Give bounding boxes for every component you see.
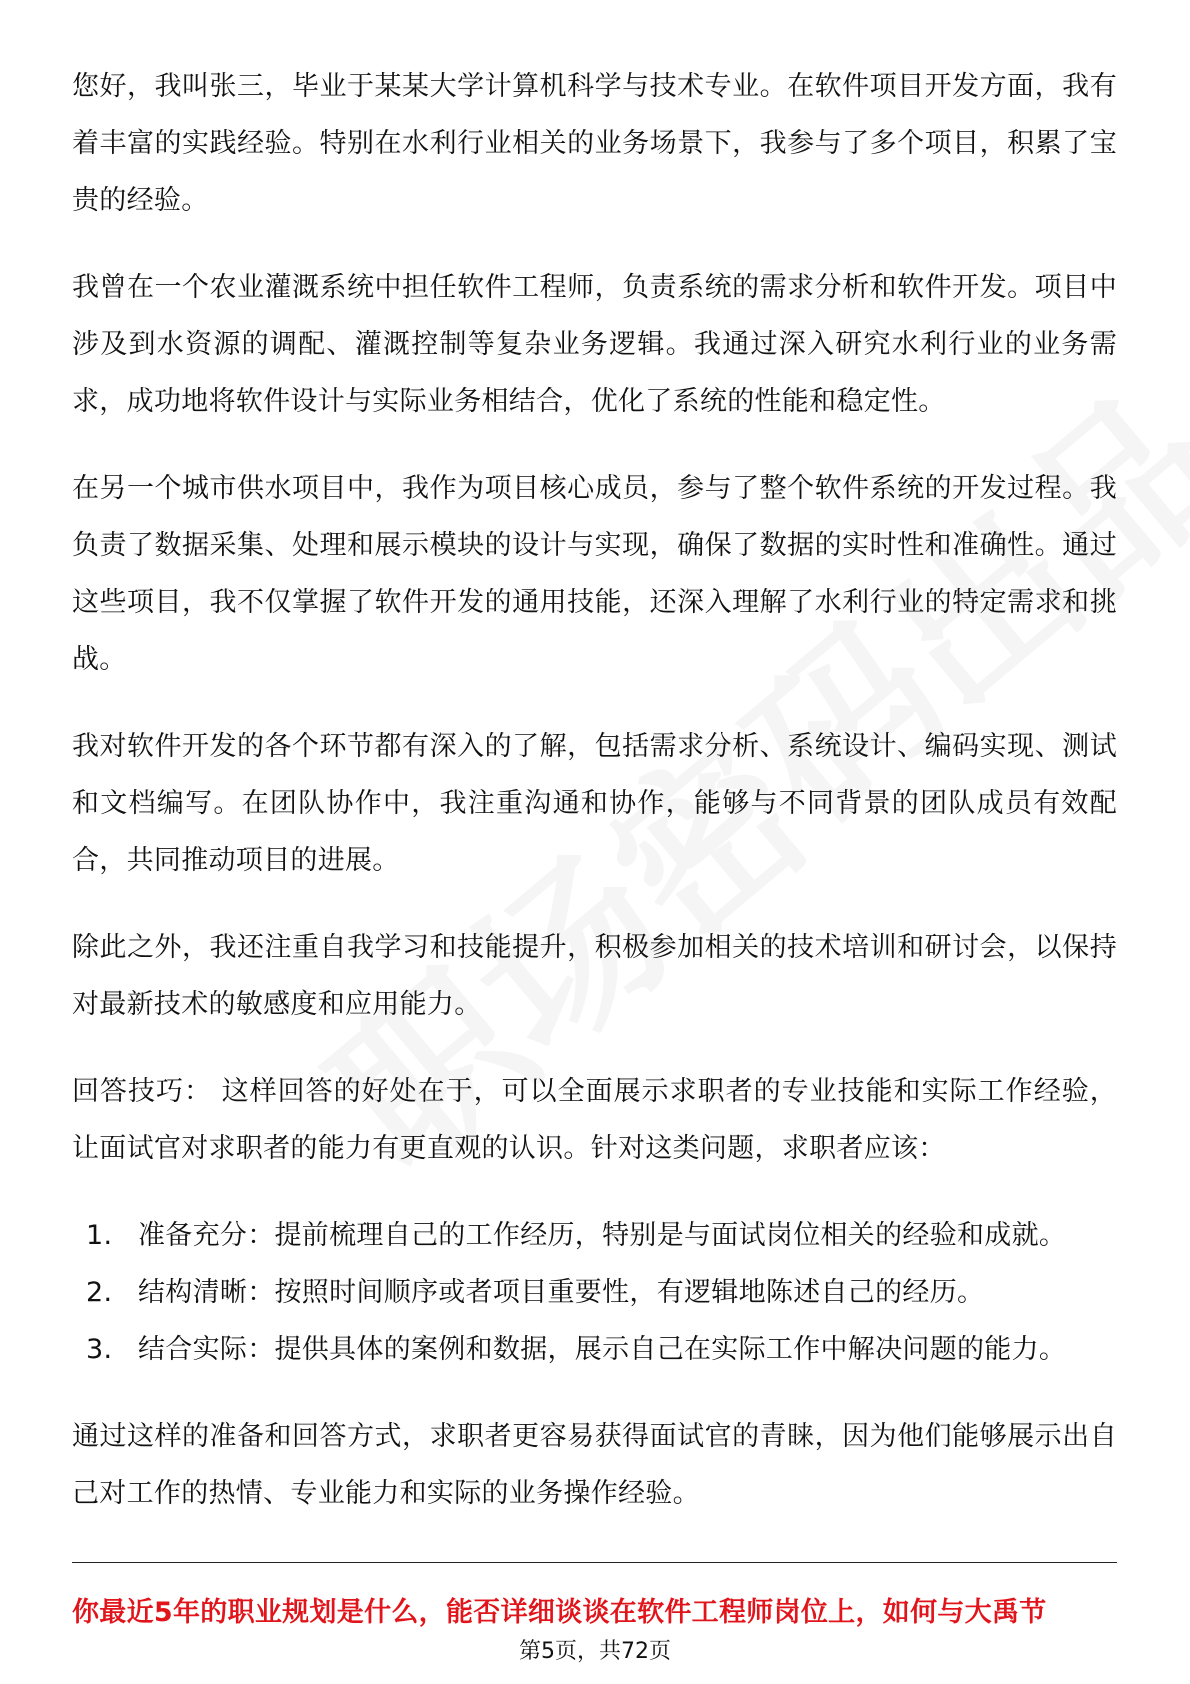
closing-paragraph: 通过这样的准备和回答方式，求职者更容易获得面试官的青睐，因为他们能够展示出自己对工作的热情、专业能力和实际的业务操作经验。: [72, 1421, 1117, 1509]
list-item: [72, 1207, 1117, 1264]
tips-list: [72, 1207, 1117, 1378]
list-item: [72, 1264, 1117, 1321]
page-body: [72, 58, 1117, 1552]
page-number-footer: 第5页，共72页: [519, 1639, 671, 1664]
list-number: 2.: [86, 1277, 113, 1308]
software-lifecycle-paragraph: 我对软件开发的各个环节都有深入的了解，包括需求分析、系统设计、编码实现、测试和文档编写。在团队协作中，我注重沟通和协作，能够与不同背景的团队成员有效配合，共同推动项目的进展。: [72, 731, 1117, 876]
list-text: 结构清晰：按照时间顺序或者项目重要性，有逻辑地陈述自己的经历。: [138, 1277, 985, 1308]
next-question-heading: 你最近5年的职业规划是什么，能否详细谈谈在软件工程师岗位上，如何与大禹节: [72, 1597, 1047, 1628]
list-number: 1.: [86, 1220, 113, 1251]
list-item: [72, 1321, 1117, 1378]
self-learning-paragraph: 除此之外，我还注重自我学习和技能提升，积极参加相关的技术培训和研讨会，以保持对最新技术的敏感度和应用能力。: [72, 932, 1117, 1020]
list-text: 准备充分：提前梳理自己的工作经历，特别是与面试岗位相关的经验和成就。: [138, 1220, 1067, 1251]
list-text: 结合实际：提供具体的案例和数据，展示自己在实际工作中解决问题的能力。: [138, 1334, 1067, 1365]
list-number: 3.: [86, 1334, 113, 1365]
section-divider: [72, 1562, 1117, 1563]
answer-tips-paragraph: 回答技巧： 这样回答的好处在于，可以全面展示求职者的专业技能和实际工作经验，让面试官对求职者的能力有更直观的认识。针对这类问题，求职者应该：: [72, 1076, 1117, 1164]
intro-paragraph: 您好，我叫张三，毕业于某某大学计算机科学与技术专业。在软件项目开发方面，我有着丰富的实践经验。特别在水利行业相关的业务场景下，我参与了多个项目，积累了宝贵的经验。: [72, 71, 1117, 216]
water-supply-project-paragraph: 在另一个城市供水项目中，我作为项目核心成员，参与了整个软件系统的开发过程。我负责了数据采集、处理和展示模块的设计与实现，确保了数据的实时性和准确性。通过这些项目，我不仅掌握了软件开发的通用技能，还深入理解了水利行业的特定需求和挑战。: [72, 473, 1117, 675]
irrigation-project-paragraph: 我曾在一个农业灌溉系统中担任软件工程师，负责系统的需求分析和软件开发。项目中涉及到水资源的调配、灌溉控制等复杂业务逻辑。我通过深入研究水利行业的业务需求，成功地将软件设计与实际业务相结合，优化了系统的性能和稳定性。: [72, 272, 1117, 417]
